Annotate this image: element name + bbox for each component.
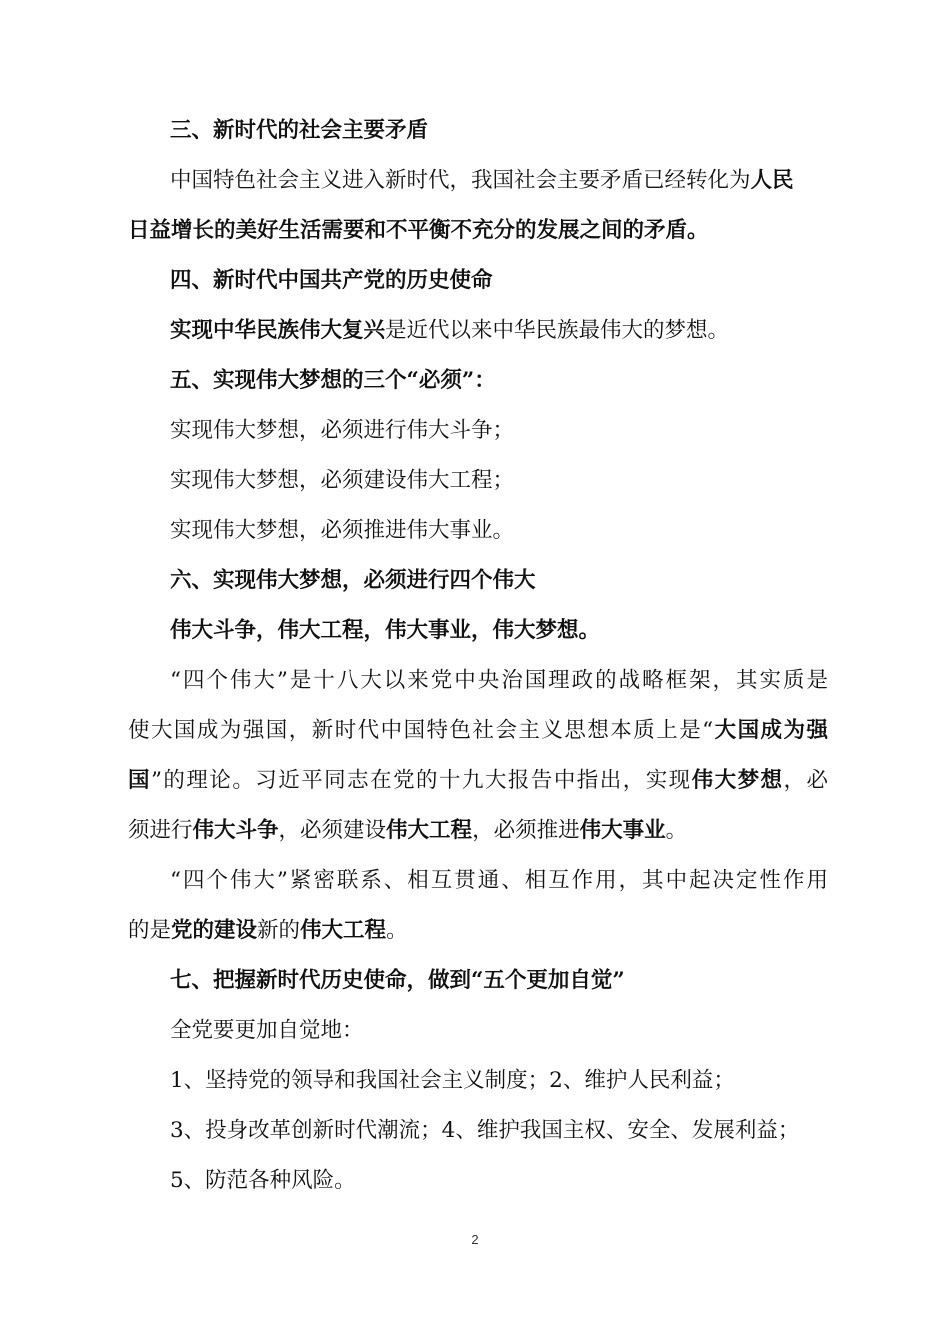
text-run: 中国特色社会主义进入新时代，我国社会主要矛盾已经转化为 xyxy=(170,168,751,193)
section-6-para-1-line-1: “四个伟大”是十八大以来党中央治国理政的战略框架，其实质是 xyxy=(170,668,828,693)
section-7-intro: 全党要更加自觉地： xyxy=(170,1018,364,1043)
section-7-item-1: 1、坚持党的领导和我国社会主义制度；2、维护人民利益； xyxy=(170,1068,735,1093)
text-run: 。 xyxy=(665,818,688,843)
text-run: 的是 xyxy=(128,918,172,943)
section-6-para-2-line-2 xyxy=(128,916,828,946)
section-5-heading: 五、实现伟大梦想的三个“必须”： xyxy=(170,368,496,393)
text-run: ，必须建设 xyxy=(278,818,387,843)
bold-run: 大国成为强 xyxy=(713,718,828,743)
section-3-para-line-1 xyxy=(170,166,870,196)
section-5-item-2: 实现伟大梦想，必须建设伟大工程； xyxy=(170,468,515,493)
text-run: ，必须推进 xyxy=(472,818,580,843)
section-7-item-2: 3、投身改革创新时代潮流；4、维护我国主权、安全、发展利益； xyxy=(170,1118,800,1143)
page-number: 2 xyxy=(471,1232,479,1247)
text-run: 是近代以来中华民族最伟大的梦想。 xyxy=(385,318,730,343)
section-7-heading: 七、把握新时代历史使命，做到“五个更加自觉” xyxy=(170,968,625,993)
bold-run: 伟大事业 xyxy=(579,818,666,843)
section-6-para-1-line-2 xyxy=(128,716,828,746)
section-6-para-1-line-4 xyxy=(128,816,828,846)
section-5-item-3: 实现伟大梦想，必须推进伟大事业。 xyxy=(170,518,515,543)
section-6-para-2-line-1: “四个伟大”紧密联系、相互贯通、相互作用，其中起决定性作用 xyxy=(170,868,828,893)
section-4-para xyxy=(170,316,870,346)
bold-run: 伟大斗争 xyxy=(192,818,279,843)
text-run: ”的理论。习近平同志在党的十九大报告中指出，实现 xyxy=(150,768,692,793)
bold-run: 国 xyxy=(128,768,151,793)
bold-run: 人民 xyxy=(750,168,794,193)
bold-run: 伟大工程 xyxy=(300,918,387,943)
text-run: 使大国成为强国，新时代中国特色社会主义思想本质上是“ xyxy=(128,718,714,743)
bold-run: 实现中华民族伟大复兴 xyxy=(170,318,386,343)
section-4-heading: 四、新时代中国共产党的历史使命 xyxy=(170,268,493,293)
text-run: 。 xyxy=(386,918,408,943)
section-7-item-3: 5、防范各种风险。 xyxy=(170,1168,356,1193)
section-6-para-1-line-3 xyxy=(128,766,828,796)
section-6-heading: 六、实现伟大梦想，必须进行四个伟大 xyxy=(170,568,536,593)
bold-run: 伟大工程 xyxy=(386,818,473,843)
text-run: 须进行 xyxy=(128,818,193,843)
bold-run: 党的建设 xyxy=(171,918,258,943)
text-run: 新的 xyxy=(257,918,301,943)
section-5-item-1: 实现伟大梦想，必须进行伟大斗争； xyxy=(170,418,515,443)
section-6-subheading: 伟大斗争，伟大工程，伟大事业，伟大梦想。 xyxy=(170,618,601,643)
text-run: ，必 xyxy=(783,768,828,793)
bold-run: 伟大梦想 xyxy=(691,768,784,793)
section-3-para-line-2: 日益增长的美好生活需要和不平衡不充分的发展之间的矛盾。 xyxy=(128,218,709,243)
section-3-heading: 三、新时代的社会主要矛盾 xyxy=(170,118,429,143)
